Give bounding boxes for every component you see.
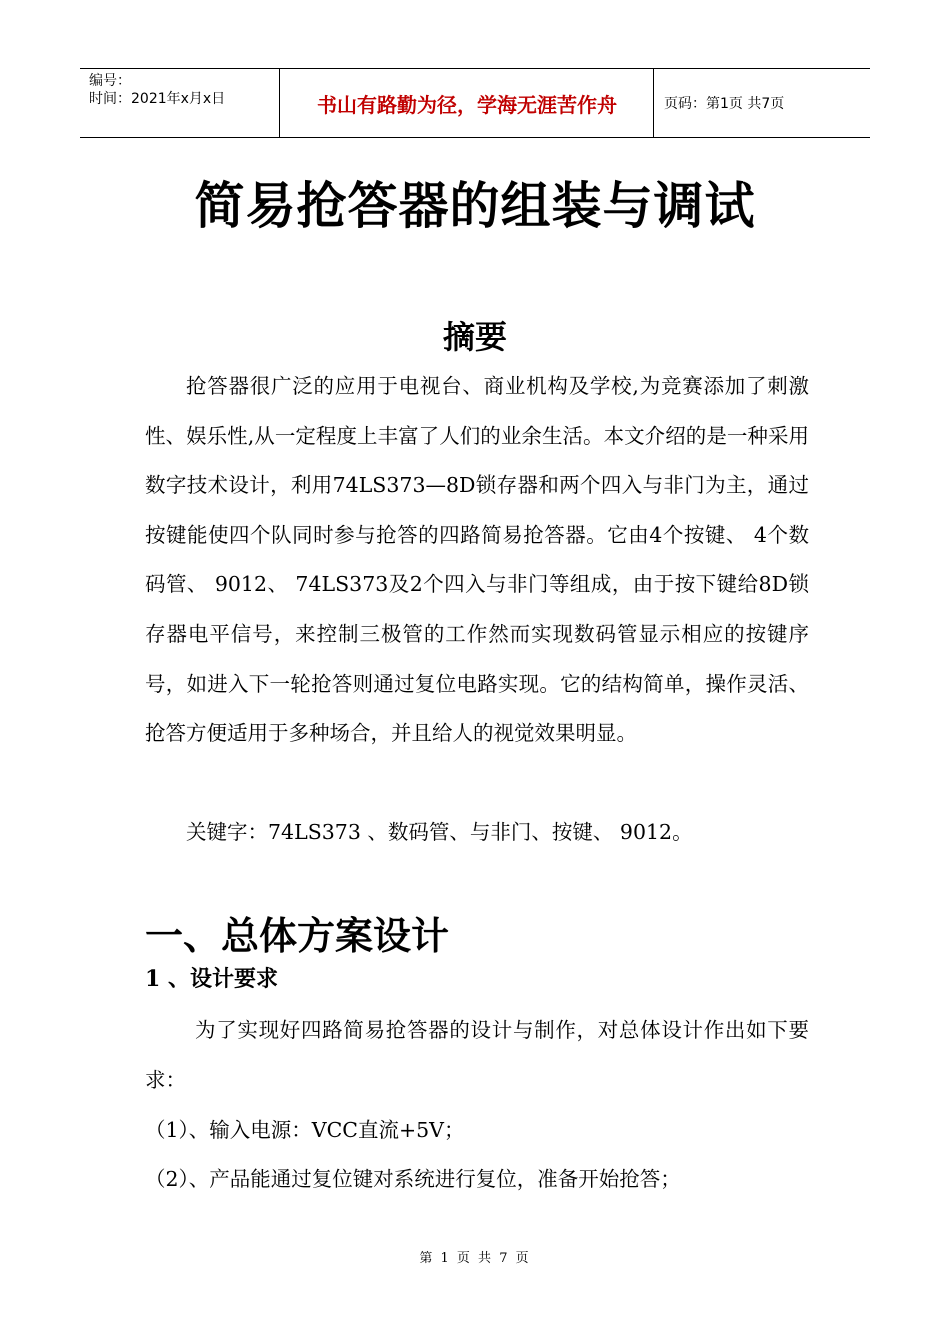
time-label: 时间：2021年x月x日 xyxy=(89,91,226,107)
requirement-item: （2）、产品能通过复位键对系统进行复位，准备开始抢答； xyxy=(145,1167,681,1191)
document-title: 简易抢答器的组装与调试 xyxy=(194,176,756,235)
document-header xyxy=(80,68,870,138)
number-label: 编号： xyxy=(89,73,131,89)
keywords: 关键字：74LS373 、数码管、与非门、按键、 9012。 xyxy=(186,820,693,844)
header-left-cell xyxy=(80,69,280,137)
abstract-heading: 摘要 xyxy=(442,318,507,356)
header-motto: 书山有路勤为径，学海无涯苦作舟 xyxy=(281,69,654,137)
subsection-heading: 1 、设计要求 xyxy=(145,966,278,992)
requirement-item: （1）、输入电源：VCC直流+5V； xyxy=(145,1118,465,1142)
abstract-body: 抢答器很广泛的应用于电视台、商业机构及学校,为竞赛添加了刺激性、娱乐性,从一定程度上丰富了人们的业余生活。本文介绍的是一种采用数字技术设计，利用74LS373—8D锁存器和两个四入与非门为主，通过按键能使四个队同时参与抢答的四路简易抢答器。它由4个按键、 4个数码管、 9012、 74LS373及2个四入与非门等组成，由于按下键给8D锁存器电平信号，来控制三极管的工作然而实现数码管显示相应的按键序号，如进入下一轮抢答则通过复位电路实现。它的结构简单，操作灵活、抢答方便适用于多种场合，并且给人的视觉效果明显。 xyxy=(145,374,809,746)
section-heading: 一、总体方案设计 xyxy=(145,913,450,958)
page-footer: 第 1 页 共 7 页 xyxy=(419,1251,531,1266)
requirements-intro: 为了实现好四路简易抢答器的设计与制作，对总体设计作出如下要求： xyxy=(145,1018,809,1092)
header-page-info: 页码：第1页 共7页 xyxy=(664,96,785,112)
